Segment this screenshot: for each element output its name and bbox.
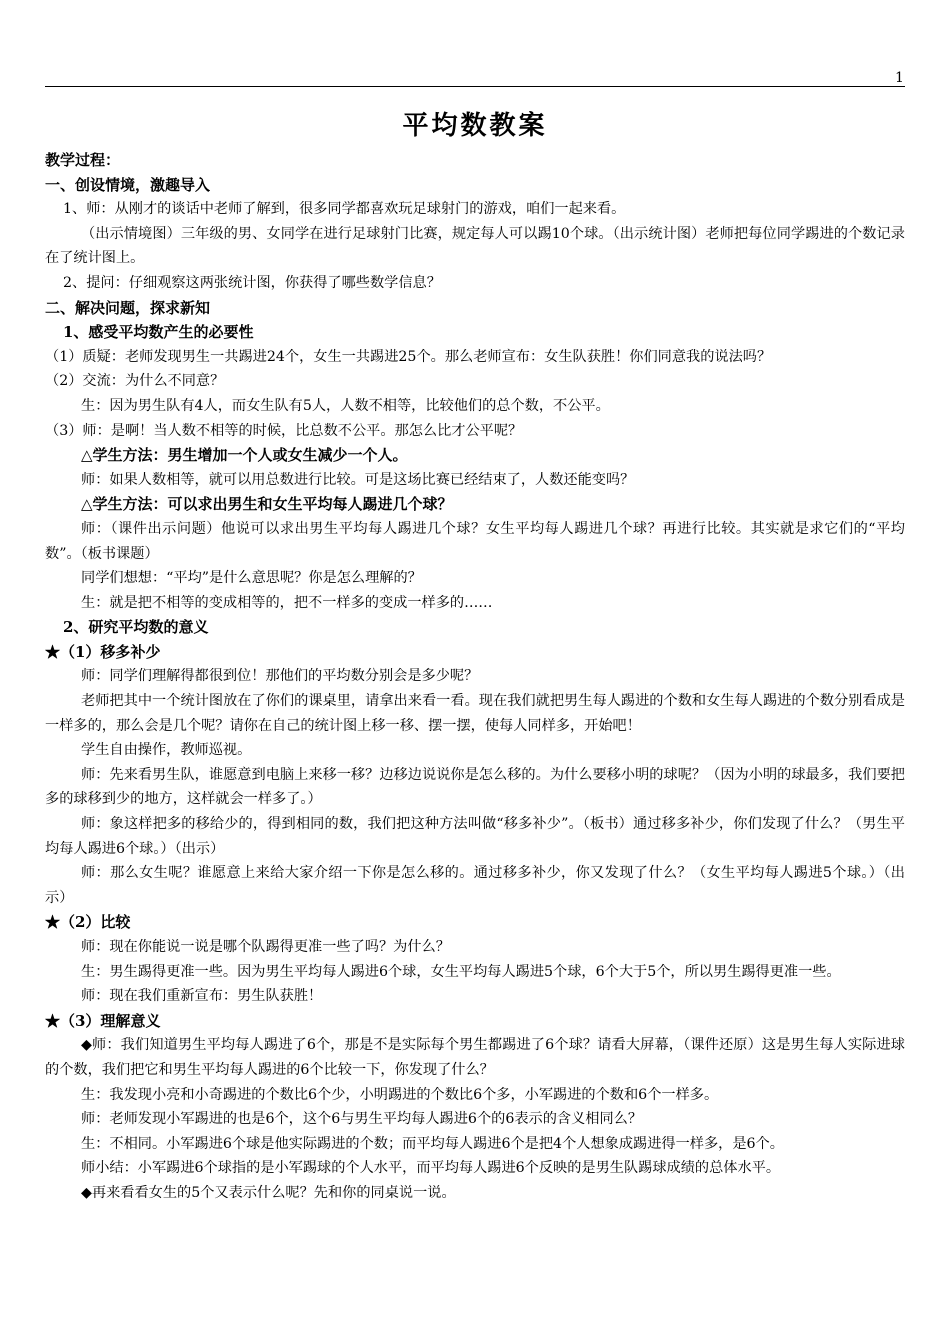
paragraph: ◆师：我们知道男生平均每人踢进了6个，那是不是实际每个男生都踢进了6个球？请看大屏幕，（课件还原）这是男生每人实际进球的个数，我们把它和男生平均每人踢进的6个比较一下，你发现了什么？ xyxy=(45,1037,905,1078)
paragraph: 生：男生踢得更准一些。因为男生平均每人踢进6个球，女生平均每人踢进5个球，6个大于5个，所以男生踢得更准一些。 xyxy=(81,963,841,980)
paragraph: 生：就是把不相等的变成相等的，把不一样多的变成一样多的…… xyxy=(81,594,493,611)
paragraph: 生：不相同。小军踢进6个球是他实际踢进的个数；而平均每人踢进6个是把4个人想象成踢进得一样多，是6个。 xyxy=(81,1135,784,1152)
paragraph: （1）质疑：老师发现男生一共踢进24个，女生一共踢进25个。那么老师宣布：女生队获胜！你们同意我的说法吗？ xyxy=(45,348,772,365)
document-body xyxy=(45,148,905,1206)
paragraph: 老师把其中一个统计图放在了你们的课桌里，请拿出来看一看。现在我们就把男生每人踢进的个数和女生每人踢进的个数分别看成是一样多的，那么会是几个呢？请你在自己的统计图上移一移、摆一摆，使每人同样多，开始吧！ xyxy=(45,693,905,734)
header-rule xyxy=(45,86,905,87)
paragraph: 同学们想想：“平均”是什么意思呢？你是怎么理解的？ xyxy=(81,570,422,587)
page-number: 1 xyxy=(895,70,904,86)
paragraph: 师：象这样把多的移给少的，得到相同的数，我们把这种方法叫做“移多补少”。（板书）通过移多补少，你们发现了什么？（男生平均每人踢进6个球。）（出示） xyxy=(45,816,905,857)
paragraph: 师：先来看男生队，谁愿意到电脑上来移一移？边移边说说你是怎么移的。为什么要移小明的球呢？（因为小明的球最多，我们要把多的球移到少的地方，这样就会一样多了。） xyxy=(45,766,905,808)
section-heading: 一、创设情境，激趣导入 xyxy=(45,175,211,194)
paragraph: 师：老师发现小军踢进的也是6个，这个6与男生平均每人踢进6个的6表示的含义相同么？ xyxy=(81,1111,643,1128)
section-heading: ★（1）移多补少 xyxy=(45,642,161,661)
section-heading: ★（3）理解意义 xyxy=(45,1011,161,1030)
paragraph: 师：现在你能说一说是哪个队踢得更准一些了吗？为什么？ xyxy=(81,939,450,955)
paragraph: 师：（课件出示问题）他说可以求出男生平均每人踢进几个球？女生平均每人踢进几个球？再进行比较。其实就是求它们的“平均数”。（板书课题） xyxy=(45,520,905,562)
section-heading: 2、研究平均数的意义 xyxy=(63,618,209,637)
section-heading: ★（2）比较 xyxy=(45,913,131,932)
paragraph: 师：如果人数相等，就可以用总数进行比较。可是这场比赛已经结束了，人数还能变吗？ xyxy=(81,471,635,488)
section-heading: 教学过程： xyxy=(45,151,121,169)
paragraph: 师：那么女生呢？谁愿意上来给大家介绍一下你是怎么移的。通过移多补少，你又发现了什么？（女生平均每人踢进5个球。）（出示） xyxy=(45,865,905,906)
paragraph: 生：因为男生队有4人，而女生队有5人，人数不相等，比较他们的总个数，不公平。 xyxy=(81,397,610,414)
section-heading: 1、感受平均数产生的必要性 xyxy=(63,323,254,342)
paragraph: 1、师：从刚才的谈话中老师了解到，很多同学都喜欢玩足球射门的游戏，咱们一起来看。 xyxy=(63,201,626,218)
section-heading: △学生方法：男生增加一个人或女生减少一个人。 xyxy=(81,446,408,465)
paragraph: （2）交流：为什么不同意？ xyxy=(45,373,225,390)
paragraph: 生：我发现小亮和小奇踢进的个数比6个少，小明踢进的个数比6个多，小军踢进的个数和6个一样多。 xyxy=(81,1086,719,1103)
paragraph: 师：同学们理解得都很到位！那他们的平均数分别会是多少呢？ xyxy=(81,668,479,685)
paragraph: ◆再来看看女生的5个又表示什么呢？先和你的同桌说一说。 xyxy=(81,1184,456,1201)
paragraph: （3）师：是啊！当人数不相等的时候，比总数不公平。那怎么比才公平呢？ xyxy=(45,422,523,439)
section-heading: △学生方法：可以求出男生和女生平均每人踢进几个球？ xyxy=(81,495,453,514)
document-title: 平均数教案 xyxy=(402,111,548,141)
paragraph: 学生自由操作，教师巡视。 xyxy=(81,742,252,759)
paragraph: 师小结：小军踢进6个球指的是小军踢球的个人水平，而平均每人踢进6个反映的是男生队踢球成绩的总体水平。 xyxy=(81,1160,781,1177)
paragraph: 2、提问：仔细观察这两张统计图，你获得了哪些数学信息？ xyxy=(63,274,441,291)
paragraph: （出示情境图）三年级的男、女同学在进行足球射门比赛，规定每人可以踢10个球。（出示统计图）老师把每位同学踢进的个数记录在了统计图上。 xyxy=(45,225,905,267)
paragraph: 师：现在我们重新宣布：男生队获胜！ xyxy=(81,988,323,1005)
section-heading: 二、解决问题，探求新知 xyxy=(45,298,211,317)
